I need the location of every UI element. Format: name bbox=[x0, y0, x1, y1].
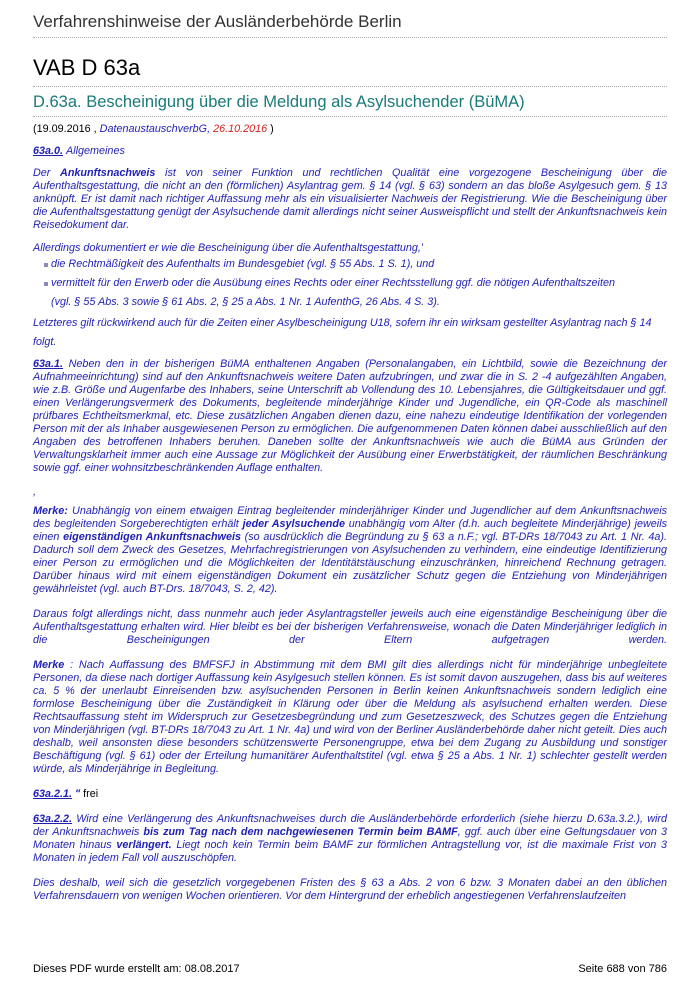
meta-line: (19.09.2016 , DatenaustauschverbG, 26.10.2016 ) bbox=[33, 123, 274, 135]
merke-note-1: Merke: Unabhängig von einem etwaigen Eintrag begleitender minderjähriger Kinder und Jugendlicher auf dem Ankunftsnachweis des begleitenden Sorgeberechtigten erhält jeder Asylsuchende unabhängig vom Alter (d.h. auch begleitete Minderjährige) jeweils einen eigenständigen Ankunftsnachweis (so ausdrücklich die Begründung zu § 63 a n.F.; vgl. BT-DRs 18/7043 zu Art. 1 Nr. 4a). Dadurch soll dem Zweck des Gesetzes, Mehrfachregistrierungen von Asylsuchenden zu verhindern, eine eindeutige Identifizierung einer Person zu ermöglichen und die Möglichkeiten der Identitätstäuschung einzuschränken, hinreichend Rechnung getragen. Darüber hinaus wird mit einem eigenständigen Dokument ein zusätzlicher Schutz gegen die Entziehung von Minderjährigen gewährleistet (vgl. auch BT-Drs. 18/7043, S. 2, 42). bbox=[33, 505, 668, 595]
paragraph-allerdings: Allerdings dokumentiert er wie die Bescheinigung über die Aufenthaltsgestattung,' bbox=[33, 242, 423, 254]
footer-created: Dieses PDF wurde erstellt am: 08.08.2017 bbox=[33, 963, 240, 975]
bullet-list bbox=[33, 255, 667, 312]
paragraph-ankunftsnachweis: Der Ankunftsnachweis ist von seiner Funktion und rechtlichen Qualität eine vorgezogene Bescheinigung über die Aufenthaltsgestattung, die nicht an den (förmlichen) Asylantrag gem. § 14 (vgl. § 63) sondern an das bloße Asylgesuch gem. § 13 anknüpft. Er ist damit nach richtiger Auffassung mehr als ein visualisierter Nachweis der Registrierung. Wie die Bescheinigung über die Aufenthaltsgestattung genügt der Asylsuchende damit allerdings nicht seiner Ausweispflicht und stellt der Ankunftsnachweis kein Reisedokument dar. bbox=[33, 167, 667, 231]
footer-page-number: Seite 688 von 786 bbox=[578, 963, 667, 975]
stray-comma: , bbox=[33, 486, 36, 498]
section-63a21: 63a.2.1. " frei bbox=[33, 788, 99, 800]
document-body bbox=[33, 123, 667, 903]
section-63a0-heading: 63a.0. Allgemeines bbox=[33, 145, 125, 157]
ref-link[interactable]: 63a.2.1. bbox=[33, 788, 73, 800]
paragraph-daraus: Daraus folgt allerdings nicht, dass nunmehr auch jeder Asylantragsteller jeweils auch eine eigenständige Bescheinigung über die Aufenthaltsgestattung erhalten wird. Hier bleibt es bei der bisherigen Verfahrensweise, wonach die Daten Minderjähriger lediglich in die Bescheinigungen der Eltern aufgetragen werden. bbox=[33, 608, 667, 646]
list-item: vermittelt für den Erwerb oder die Ausübung eines Rechts oder einer Rechtsstellung ggf. die nötigen Aufenthaltszeiten (vgl. § 55 Abs. 3 sowie § 61 Abs. 2, § 25 a Abs. 1 Nr. 1 AufenthG, 26 Abs. 4 S. 3). bbox=[44, 274, 667, 312]
list-item: die Rechtmäßigkeit des Aufenthalts im Bundesgebiet (vgl. § 55 Abs. 1 S. 1), und bbox=[44, 255, 667, 274]
header-divider bbox=[33, 37, 667, 38]
ref-link[interactable]: 63a.0. bbox=[33, 145, 64, 157]
section-63a1: 63a.1. Neben den in der bisherigen BüMA enthaltenen Angaben (Personalangaben, ein Lichtbild, sowie die Bezeichnung der Aufnahmeeinrichtung) sind auf den Ankunftsnachweis weitere Daten aufzubringen, und zwar die in S. 2 -4 aufgezählten Angaben, wie z.B. Größe und Augenfarbe des Inhabers, seine Unterschrift ab Vollendung des 10. Lebensjahres, die Gültigkeitsdauer und ggf. einen Verlängerungsvermerk des Dokuments, begleitende minderjährige Kinder und Jugendliche, ein QR-Code als maschinell prüfbares Echtheitsmerkmal, etc. Diese zusätzlichen Angaben dienen dazu, eine nahezu eindeutige Identifikation der vorlegenden Person mit der als Inhaber ausgewiesenen Person zu ermöglichen. Die aufgenommenen Daten können dabei ausschließlich auf den Angaben des betroffenen Inhabers beruhen. Daneben sollte der Ankunftsnachweis wie auch die BüMA aus Gründen der Verwaltungsklarheit immer auch eine Aussage zur Möglichkeit der Ausübung einer Erwerbstätigkeit, der räumlichen Beschränkung sowie ggf. einer wohnsitzbeschränkenden Auflage enthalten. bbox=[33, 358, 667, 474]
paragraph-letzteres: Letzteres gilt rückwirkend auch für die Zeiten einer Asylbescheinigung U18, sofern ihr ein wirksam gestellter Asylantrag nach § 14 folgt. bbox=[33, 317, 652, 348]
law-link[interactable]: DatenaustauschverbG, bbox=[99, 123, 211, 135]
document-header: Verfahrenshinweise der Ausländerbehörde Berlin bbox=[33, 12, 402, 31]
change-date: 26.10.2016 bbox=[213, 123, 268, 135]
ref-link[interactable]: 63a.1. bbox=[33, 358, 64, 370]
section-divider bbox=[33, 116, 667, 117]
paragraph-dies-deshalb: Dies deshalb, weil sich die gesetzlich vorgegebenen Fristen des § 63 a Abs. 2 von 6 bzw. 3 Monaten dabei an den üblichen Verfahrensdauern von wenigen Wochen orientieren. Vor dem Hintergrund der erheblich angestiegenen Verfahrenslaufzeiten bbox=[33, 877, 667, 902]
ref-link[interactable]: 63a.2.2. bbox=[33, 813, 73, 825]
section-63a22: 63a.2.2. Wird eine Verlängerung des Ankunftsnachweises durch die Ausländerbehörde erforderlich (siehe hierzu D.63a.3.2.), wird der Ankunftsnachweis bis zum Tag nach dem nachgewiesenen Termin beim BAMF, ggf. auch über eine Geltungsdauer von 3 Monaten hinaus verlängert. Liegt noch kein Termin beim BAMF zur förmlichen Antragstellung vor, ist die maximale Frist von 3 Monaten in jedem Fall voll auszuschöpfen. bbox=[33, 813, 667, 864]
merke-note-2: Merke : Nach Auffassung des BMFSFJ in Abstimmung mit dem BMI gilt dies allerdings nicht für minderjährige unbegleitete Personen, da diese nach dortiger Auffassung kein Asylgesuch stellen können. Es ist somit davon auszugehen, dass bis auf weiteres ca. 5 % der unerlaubt Einreisenden bzw. asylsuchenden Personen in Berlin keinen Ankunftsnachweis sondern lediglich eine formlose Bescheinigung über die Zuständigkeit in Klärung oder über die Meldung als asylsuchend erhalten werden. Diese Rechtsauffassung steht im Widerspruch zur Gesetzesbegründung und zum Gesetzeszweck, des Schutzes gegen die Entziehung von Minderjährigen (vgl. BT-DRs 18/7043 zu Art. 1 Nr. 4a) und wird von der Berliner Ausländerbehörde daher nicht geteilt. Dies auch deshalb, weil ansonsten diese besonders schützenswerte Personengruppe, etwa bei dem Zugang zu Ausbildung und sonstiger Beschäftigung (vgl. § 61) oder der Erteilung humanitärer Aufenthaltstitel (vgl. etwa § 25 a Abs. 1 Nr. 1) schlechter gestellt werden würde, als Minderjährige in Begleitung. bbox=[33, 659, 667, 775]
section-title: D.63a. Bescheinigung über die Meldung als Asylsuchender (BüMA) bbox=[33, 93, 525, 111]
document-code: VAB D 63a bbox=[33, 55, 141, 80]
code-divider bbox=[33, 86, 667, 87]
